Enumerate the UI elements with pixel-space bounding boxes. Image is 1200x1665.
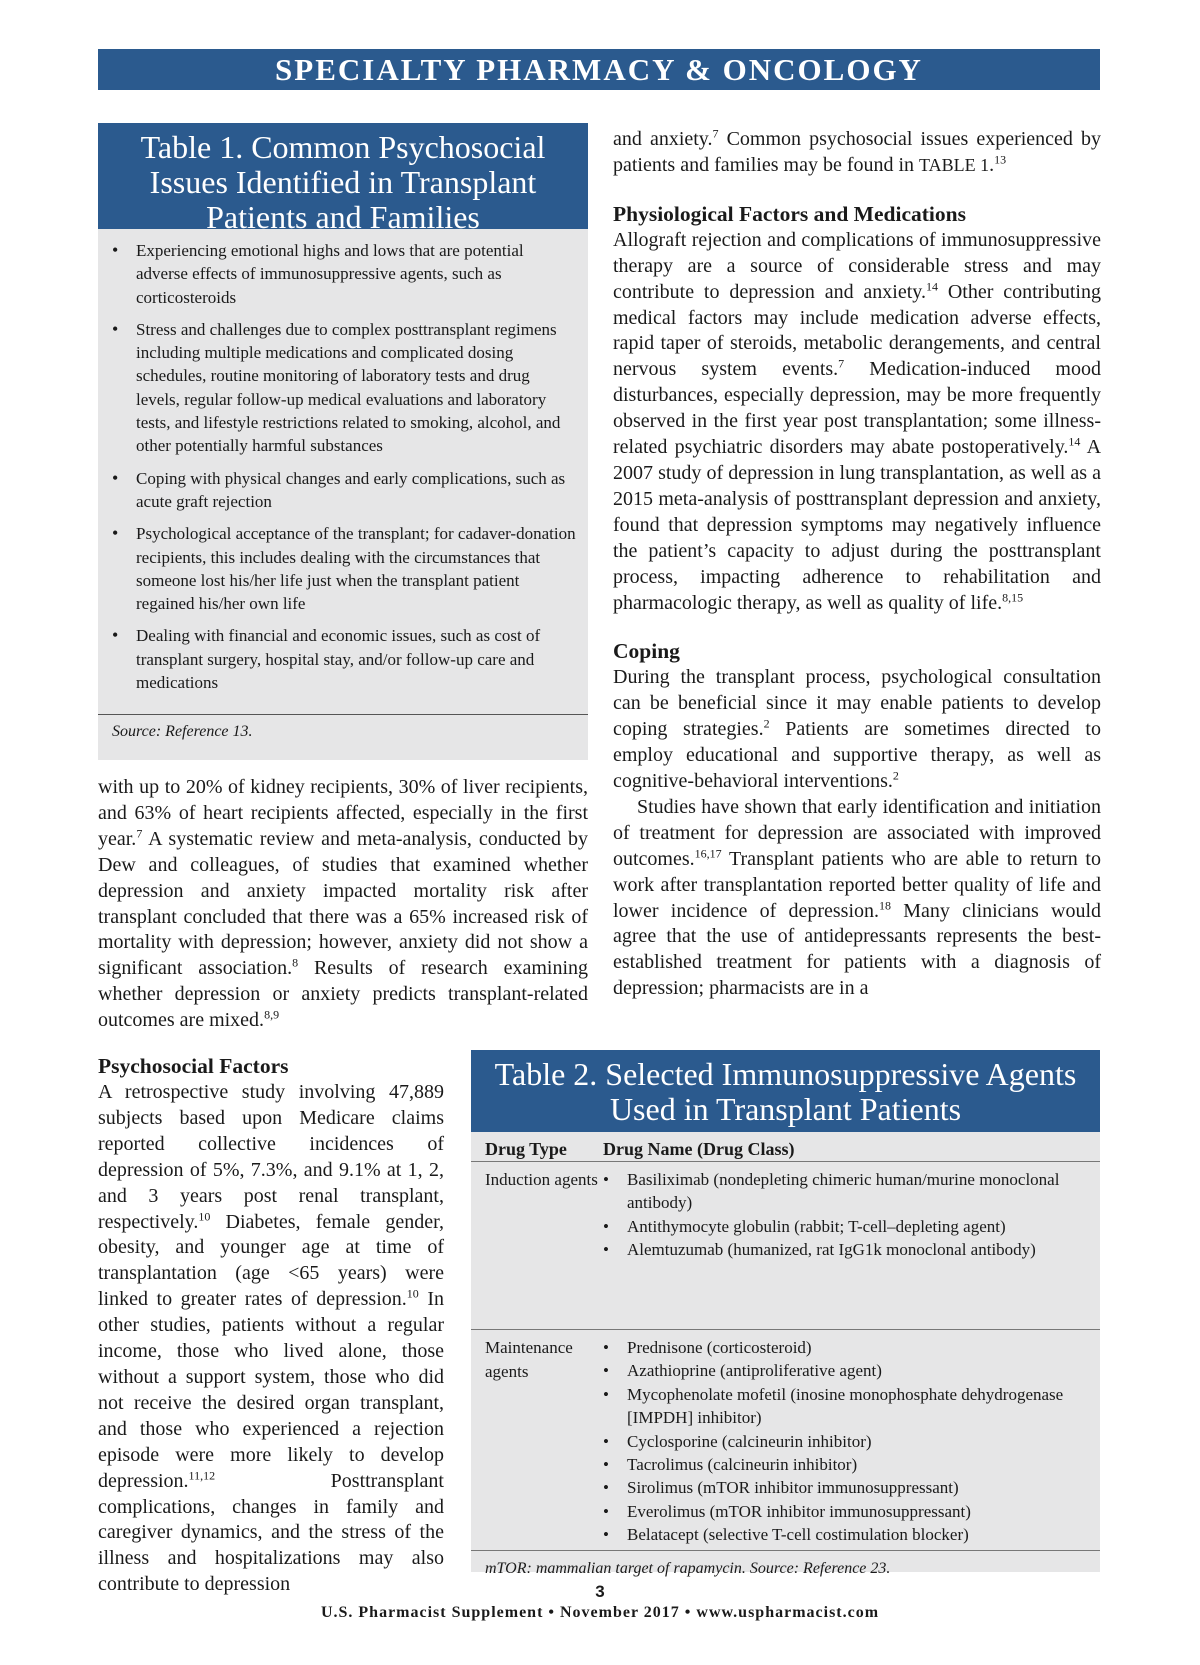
list-item: • Mycophenolate mofetil (inosine monophosphate dehydrogenase [IMPDH] inhibitor) — [627, 1383, 1088, 1430]
table-2-title: Table 2. Selected Immunosuppressive Agents Used in Transplant Patients — [471, 1050, 1100, 1132]
page-number: 3 — [595, 1582, 605, 1601]
list-item: • Dealing with financial and economic issues, such as cost of transplant surgery, hospital stay, and/or follow-up care and medications — [136, 624, 576, 694]
paragraph: During the transplant process, psychological consultation can be beneficial since it may enable patients to develop coping strategies.$^2$ Patients are sometimes directed to employ educational and supportive therapy, as well as cognitive-behavioral interventions.$^2$ — [613, 666, 1101, 793]
paragraph: with up to 20% of kidney recipients, 30% of liver recipients, and 63% of heart recipients affected, especially in the first year.$^7$ A systematic review and meta-analysis, conducted by Dew and colleagues, of studies that examined whether depression and anxiety impacted mortality risk after transplant concluded that there was a 65% increased risk of mortality with depression; however, anxiety did not show a significant association.$^8$ Results of research examining whether depression or anxiety predicts transplant-related outcomes are mixed.$^{8,9}$ — [98, 776, 589, 1032]
list-item: • Antithymocyte globulin (rabbit; T-cell–depleting agent) — [627, 1215, 1088, 1238]
drug-type-cell: Maintenance agents — [485, 1338, 573, 1381]
paragraph: and anxiety.$^7$ Common psychosocial issues experienced by patients and families may be found in TABLE 1.13 — [613, 126, 1101, 176]
left-column-upper — [98, 775, 588, 1034]
table-1-list — [98, 229, 588, 694]
table-reference: TABLE 1 — [919, 154, 990, 175]
drug-type-cell: Induction agents — [485, 1170, 598, 1189]
divider — [98, 714, 588, 715]
list-item: • Everolimus (mTOR inhibitor immunosuppressant) — [627, 1500, 1088, 1523]
table-row — [471, 1162, 1100, 1330]
paragraph: Studies have shown that early identification and initiation of treatment for depression are associated with improved outcomes.$^{16,17}$ Transplant patients who are able to return to work after transplantation reported better quality of life and lower incidence of depression.$^{18}$ Many clinicians would agree that the use of antidepressants represents the best-established treatment for patients with a diagnosis of depression; pharmacists are in a — [613, 795, 1101, 1000]
drug-list — [603, 1336, 1088, 1550]
section-banner: SPECIALTY PHARMACY & ONCOLOGY — [98, 49, 1100, 90]
list-item: • Belatacept (selective T-cell costimulation blocker) — [627, 1523, 1088, 1546]
column-header-drug-name: Drug Name (Drug Class) — [603, 1139, 795, 1159]
right-column — [613, 127, 1101, 1002]
section-heading: Psychosocial Factors — [98, 1054, 289, 1078]
list-item: • Psychological acceptance of the transplant; for cadaver-donation recipients, this includes dealing with the circumstances that someone lost his/her life just when the transplant patient regained his/her own life — [136, 522, 576, 615]
list-item: • Experiencing emotional highs and lows that are potential adverse effects of immunosuppressive agents, such as corticosteroids — [136, 239, 576, 309]
table-row — [471, 1330, 1100, 1551]
page-footer: U.S. Pharmacist Supplement • November 2017 • www.uspharmacist.com — [320, 1604, 880, 1621]
paragraph: A retrospective study involving 47,889 subjects based upon Medicare claims reported collective incidences of depression of 5%, 7.3%, and 9.1% at 1, 2, and 3 years post renal transplant, respectively.$^{10}$ Diabetes, female gender, obesity, and younger age at time of transplantation (age <65 years) were linked to greater rates of depression.$^{10}$ In other studies, patients without a regular income, those who lived alone, those without a support system, those who did not receive the desired organ transplant, and those who experienced a rejection episode were more likely to develop depression.$^{11,12}$ Posttransplant complications, changes in family and caregiver dynamics, and the stress of the illness and hospitalizations may also contribute to depression — [98, 1081, 444, 1596]
table-1 — [98, 123, 588, 760]
list-item: • Basiliximab (nondepleting chimeric human/murine monoclonal antibody) — [627, 1168, 1088, 1215]
list-item: • Azathioprine (antiproliferative agent) — [627, 1359, 1088, 1382]
list-item: • Cyclosporine (calcineurin inhibitor) — [627, 1430, 1088, 1453]
section-heading: Coping — [613, 639, 680, 664]
list-item: • Prednisone (corticosteroid) — [627, 1336, 1088, 1359]
left-column-lower — [98, 1053, 444, 1598]
section-heading: Physiological Factors and Medications — [613, 201, 966, 226]
list-item: • Sirolimus (mTOR inhibitor immunosuppressant) — [627, 1476, 1088, 1499]
list-item: • Tacrolimus (calcineurin inhibitor) — [627, 1453, 1088, 1476]
list-item: • Alemtuzumab (humanized, rat IgG1k monoclonal antibody) — [627, 1238, 1088, 1261]
paragraph: Allograft rejection and complications of immunosuppressive therapy are a source of considerable stress and may contribute to depression and anxiety.$^{14}$ Other contributing medical factors may include medication adverse effects, rapid taper of steroids, metabolic derangements, and central nervous system events.$^7$ Medication-induced mood disturbances, especially depression, may be more frequently observed in the first year post transplantation; some illness-related psychiatric disorders may abate postoperatively.$^{14}$ A 2007 study of depression in lung transplantation, as well as a 2015 meta-analysis of posttransplant depression and anxiety, found that depression symptoms may negatively influence the patient’s capacity to adjust during the posttransplant process, impacting adherence to rehabilitation and pharmacologic therapy, as well as quality of life.$^{8,15}$ — [613, 228, 1102, 614]
table-2 — [471, 1050, 1100, 1577]
drug-list — [603, 1168, 1088, 1329]
list-item: • Stress and challenges due to complex posttransplant regimens including multiple medications and complicated dosing schedules, routine monitoring of laboratory tests and drug levels, regular follow-up medical evaluations and laboratory tests, and lifestyle restrictions related to smoking, alcohol, and other potentially harmful substances — [136, 318, 576, 458]
table-2-header-row — [471, 1132, 1100, 1162]
table-1-title: Table 1. Common Psychosocial Issues Identified in Transplant Patients and Families — [98, 123, 588, 229]
table-1-source: Source: Reference 13. — [112, 723, 253, 740]
list-item: • Coping with physical changes and early complications, such as acute graft rejection — [136, 467, 576, 514]
column-header-drug-type: Drug Type — [485, 1139, 567, 1159]
table-2-source: mTOR: mammalian target of rapamycin. Source: Reference 23. — [485, 1560, 891, 1577]
